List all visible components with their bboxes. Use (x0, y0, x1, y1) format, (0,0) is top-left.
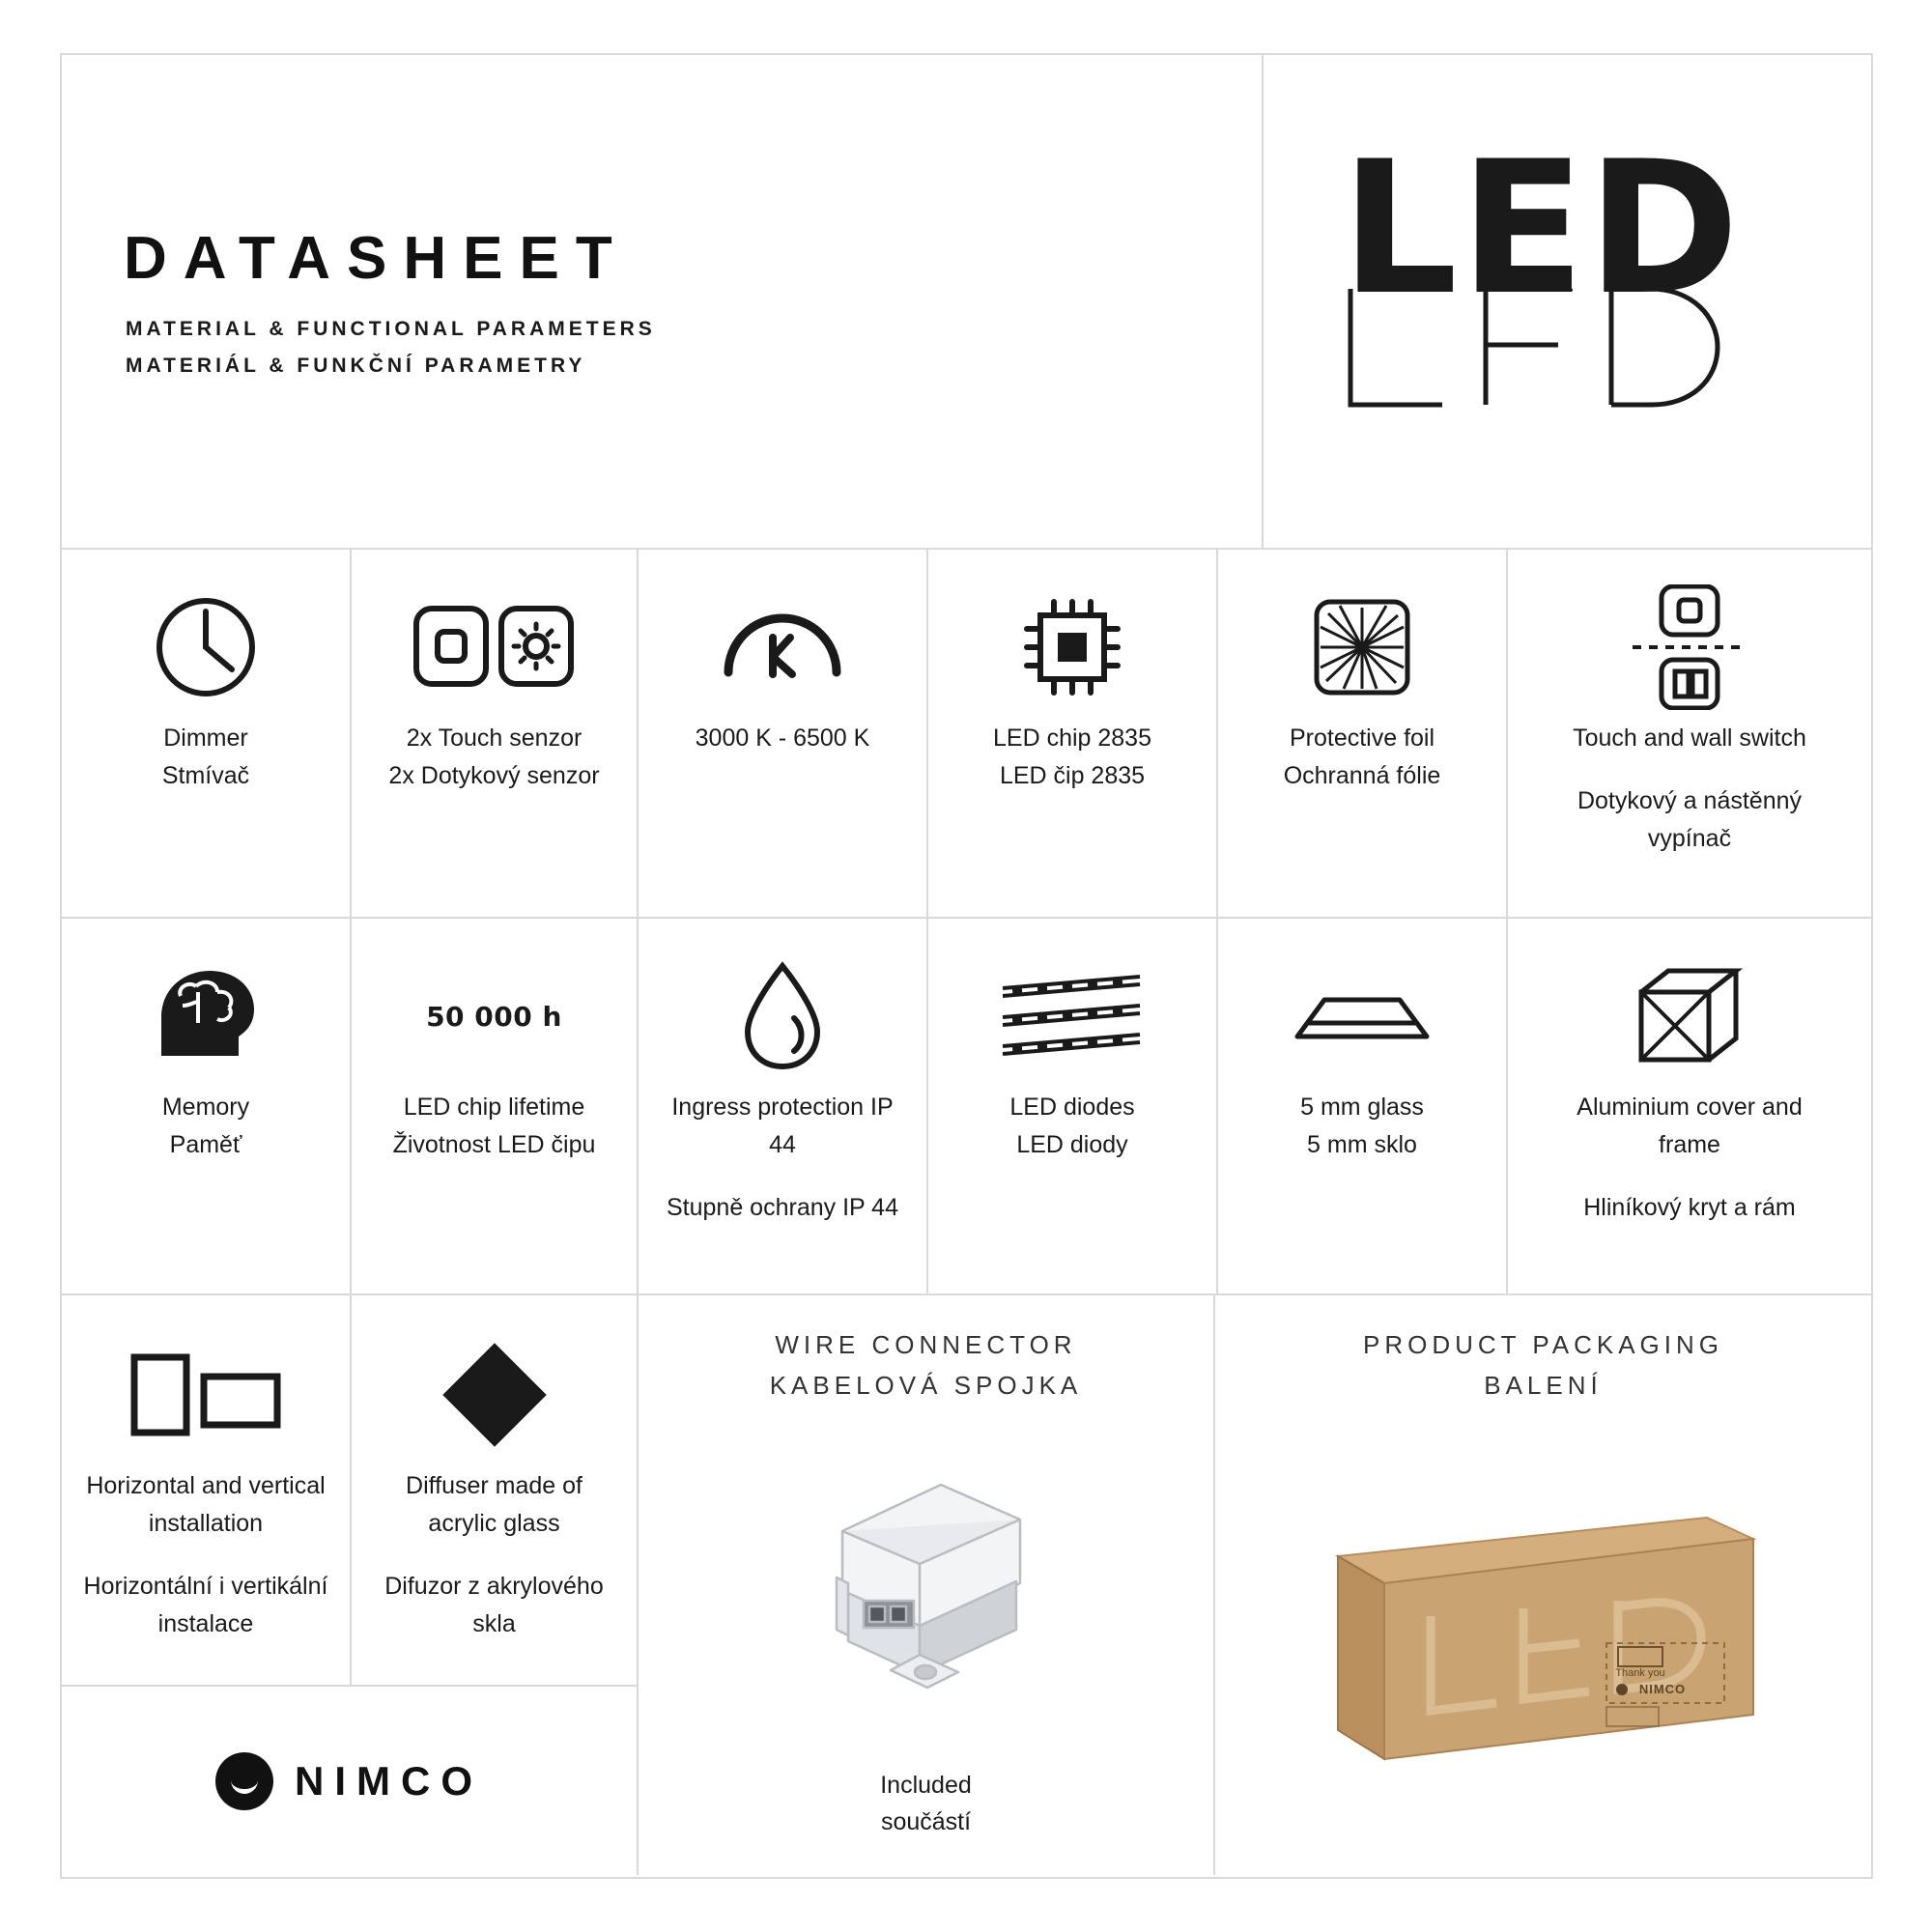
touch-sensor-icon (412, 575, 577, 720)
feature-ingress-protection (639, 919, 928, 1293)
feature-label-cs: Životnost LED čipu (392, 1131, 596, 1158)
water-drop-icon (734, 944, 831, 1089)
feature-label-cs: Dotykový a nástěnný vypínač (1577, 787, 1803, 852)
wire-connector-photo (639, 1406, 1213, 1767)
feature-label-en: 5 mm glass (1300, 1094, 1424, 1121)
feature-label-en: Memory (161, 1094, 250, 1121)
feature-label-en: LED diodes (1009, 1094, 1135, 1121)
feature-label-cs: 5 mm sklo (1307, 1131, 1417, 1158)
glass-pane-icon (1290, 944, 1435, 1089)
feature-memory (62, 919, 352, 1293)
feature-label-en: 3000 K - 6500 K (695, 724, 870, 752)
led-logo-text: LED (1341, 122, 1742, 335)
packaging-brand-label: NIMCO (1638, 1682, 1686, 1696)
feature-diffuser (352, 1295, 637, 1685)
feature-led-diodes (928, 919, 1218, 1293)
feature-label-cs: Ochranná fólie (1283, 762, 1441, 789)
feature-label-en: 2x Touch senzor (406, 724, 582, 752)
wire-connector-note (880, 1767, 972, 1875)
feature-label-cs: 2x Dotykový senzor (388, 762, 600, 789)
wire-connector-title-en: WIRE CONNECTOR (775, 1330, 1077, 1359)
feature-touch-sensor (352, 550, 639, 917)
feature-label-en: LED chip 2835 (992, 724, 1151, 752)
lifetime-hours-icon (426, 944, 562, 1089)
feature-label-en: Diffuser made of acrylic glass (406, 1472, 582, 1537)
color-temperature-gauge-icon (715, 575, 850, 720)
memory-head-icon (148, 944, 264, 1089)
led-strip-icon (995, 944, 1150, 1089)
dimmer-dial-icon (153, 575, 259, 720)
led-chip-icon (1019, 575, 1125, 720)
header-logo-block (1264, 55, 1871, 548)
feature-label-cs: LED diody (1016, 1131, 1128, 1158)
bottom-left-features (62, 1295, 637, 1687)
protective-foil-icon (1309, 575, 1415, 720)
feature-dimmer (62, 550, 352, 917)
lifetime-value: 50 000 h (426, 1000, 562, 1033)
header-title-block (62, 55, 1264, 548)
diffuser-diamond-icon (432, 1322, 557, 1467)
feature-label-cs: Difuzor z akrylového skla (384, 1573, 604, 1637)
bottom-left-block (62, 1295, 639, 1875)
feature-installation-orientation (62, 1295, 352, 1685)
feature-label-cs: Paměť (169, 1131, 242, 1158)
feature-label-en: Dimmer (163, 724, 248, 752)
feature-label-cs: Stmívač (161, 762, 250, 789)
feature-label-en: LED chip lifetime (403, 1094, 585, 1121)
feature-label-cs: Hliníkový kryt a rám (1583, 1194, 1796, 1221)
wire-connector-note-en: Included (880, 1772, 972, 1799)
feature-color-temperature (639, 550, 928, 917)
wire-connector-note-cs: součástí (880, 1808, 972, 1835)
packaging-title-cs: BALENÍ (1484, 1371, 1603, 1400)
packaging-thank-you-label: Thank you (1614, 1667, 1665, 1679)
feature-led-chip (928, 550, 1218, 917)
feature-touch-and-wall-switch (1508, 550, 1871, 917)
feature-label-en: Ingress protection IP 44 (671, 1094, 894, 1158)
page-title: DATASHEET (124, 225, 629, 292)
feature-aluminium-frame (1508, 919, 1871, 1293)
feature-glass (1218, 919, 1508, 1293)
aluminium-frame-icon (1632, 944, 1747, 1089)
led-logo (1341, 122, 1747, 393)
feature-label-cs: Horizontální i vertikální instalace (83, 1573, 328, 1637)
feature-label-en: Horizontal and vertical installation (86, 1472, 326, 1537)
led-logo-outline-icon (1341, 289, 1727, 424)
feature-label-en: Touch and wall switch (1573, 724, 1806, 752)
feature-row-1 (62, 550, 1871, 919)
brand-name: NIMCO (295, 1757, 483, 1804)
brand-logo (62, 1687, 637, 1875)
header (62, 55, 1871, 550)
datasheet-page (60, 53, 1873, 1879)
feature-label-cs: Stupně ochrany IP 44 (667, 1194, 898, 1221)
carton-box-icon (1317, 1500, 1771, 1780)
packaging-title-en: PRODUCT PACKAGING (1363, 1330, 1723, 1359)
feature-row-2 (62, 919, 1871, 1295)
touch-and-wall-switch-icon (1627, 575, 1752, 720)
wire-connector-block (639, 1295, 1215, 1875)
feature-label-cs: LED čip 2835 (999, 762, 1146, 789)
feature-label-en: Aluminium cover and frame (1577, 1094, 1803, 1158)
packaging-block (1215, 1295, 1871, 1875)
subtitle-czech: MATERIÁL & FUNKČNÍ PARAMETRY (126, 355, 586, 377)
wire-connector-icon (796, 1456, 1057, 1717)
nimco-smile-icon (215, 1752, 273, 1810)
wire-connector-title-cs: KABELOVÁ SPOJKA (769, 1371, 1083, 1400)
subtitle-english: MATERIAL & FUNCTIONAL PARAMETERS (126, 318, 656, 340)
bottom-section (62, 1295, 1871, 1875)
orientation-icon (128, 1322, 283, 1467)
feature-led-chip-lifetime (352, 919, 639, 1293)
feature-protective-foil (1218, 550, 1508, 917)
feature-label-en: Protective foil (1289, 724, 1435, 752)
packaging-photo (1215, 1406, 1871, 1875)
